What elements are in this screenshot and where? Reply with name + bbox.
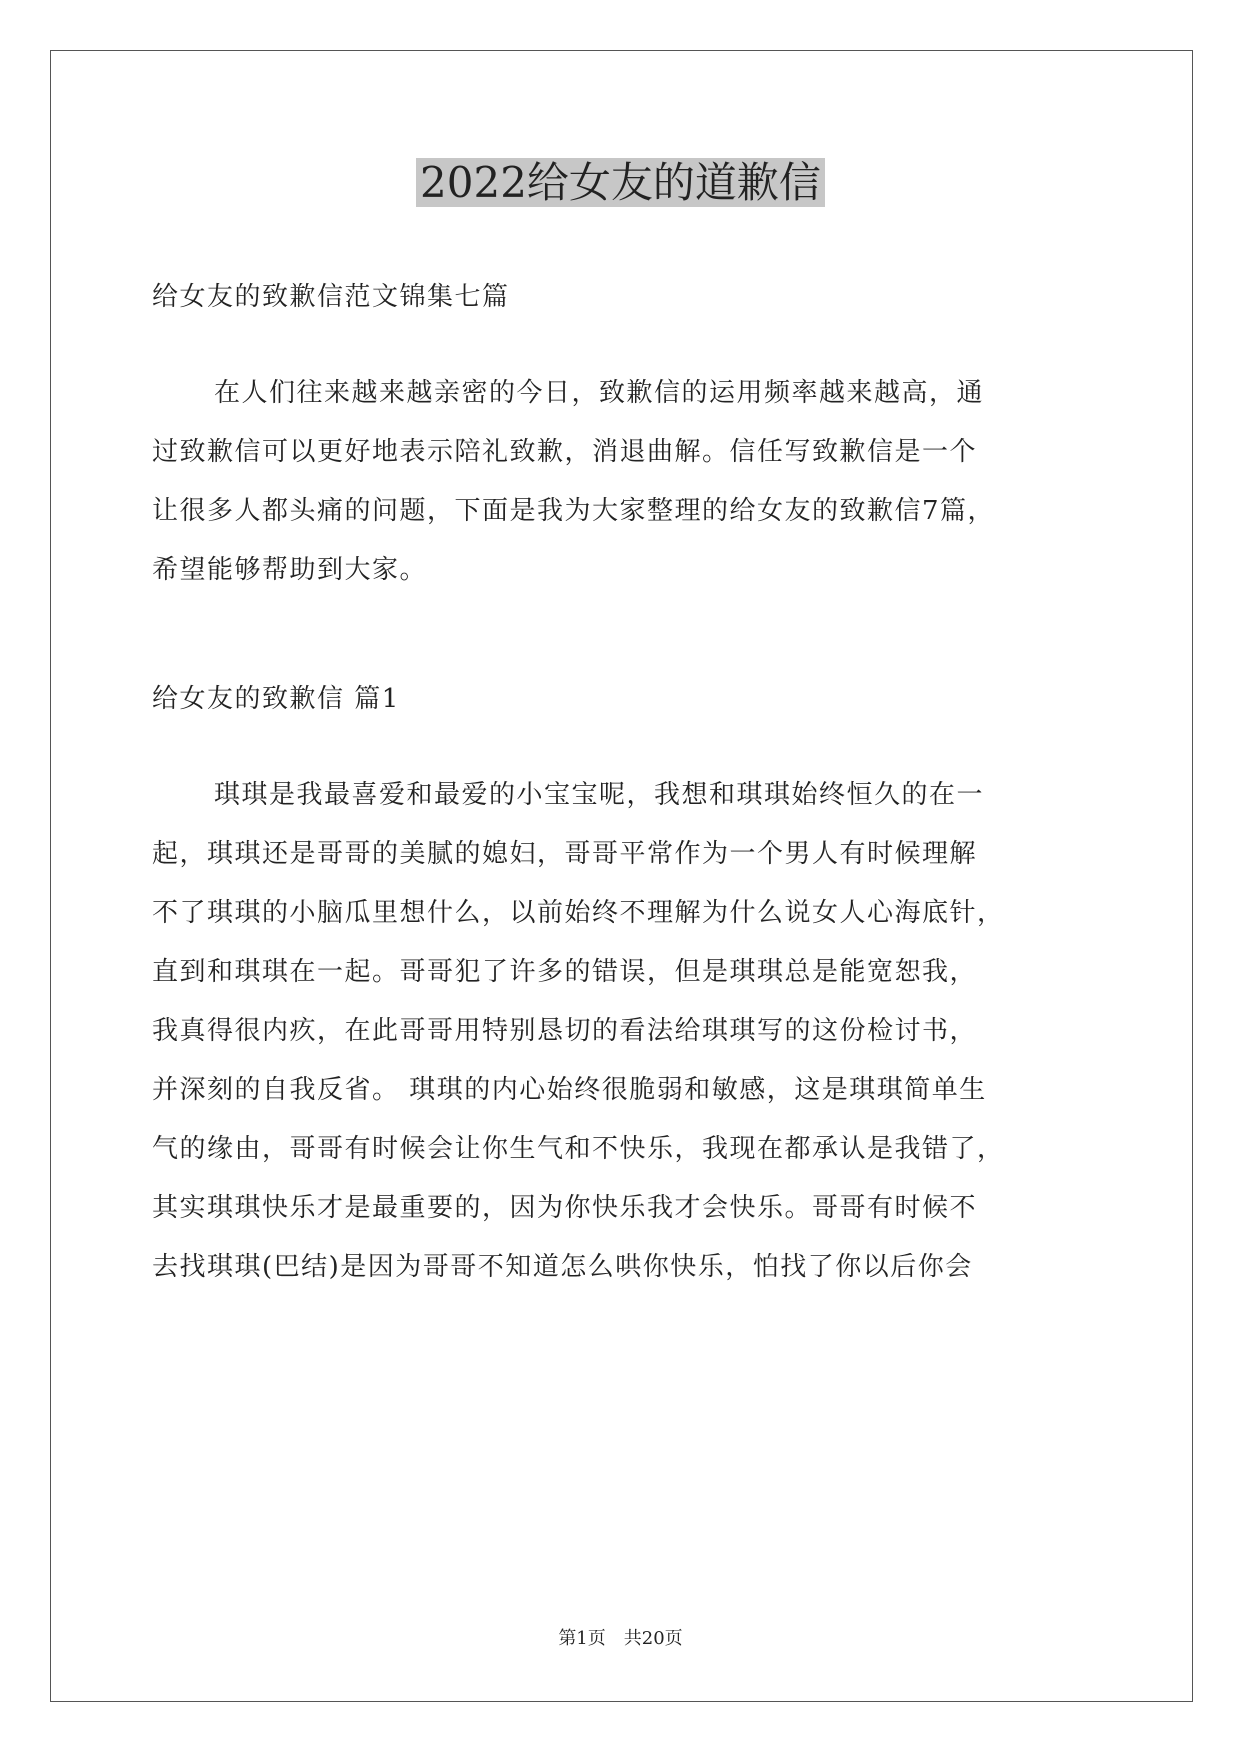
- body-paragraph: [152, 766, 1082, 1297]
- paragraph-line: 不了琪琪的小脑瓜里想什么，以前始终不理解为什么说女人心海底针，: [152, 898, 1005, 928]
- document-body: [152, 268, 1082, 1297]
- document-subtitle: 给女友的致歉信范文锦集七篇: [152, 282, 510, 312]
- spacer: [152, 600, 1082, 670]
- intro-paragraph: [152, 364, 1082, 600]
- page-footer: [0, 1624, 1241, 1650]
- document-title: [0, 157, 1241, 209]
- spacer: [152, 327, 1082, 364]
- paragraph-line: 气的缘由，哥哥有时候会让你生气和不快乐，我现在都承认是我错了，: [152, 1134, 1005, 1164]
- paragraph-line: 其实琪琪快乐才是最重要的，因为你快乐我才会快乐。哥哥有时候不: [152, 1193, 978, 1223]
- page-number: 第1页: [558, 1628, 606, 1649]
- paragraph-line: 琪琪是我最喜爱和最爱的小宝宝呢，我想和琪琪始终恒久的在一: [214, 780, 985, 810]
- paragraph-line: 我真得很内疚，在此哥哥用特别恳切的看法给琪琪写的这份检讨书，: [152, 1016, 978, 1046]
- paragraph-line: 希望能够帮助到大家。: [152, 555, 428, 585]
- paragraph-line: 让很多人都头痛的问题，下面是我为大家整理的给女友的致歉信7篇，: [152, 496, 996, 526]
- paragraph-line: 直到和琪琪在一起。哥哥犯了许多的错误，但是琪琪总是能宽恕我，: [152, 957, 978, 987]
- paragraph-line: 在人们往来越来越亲密的今日，致歉信的运用频率越来越高，通: [214, 378, 985, 408]
- section-heading: 给女友的致歉信 篇1: [152, 684, 400, 714]
- spacer: [152, 729, 1082, 766]
- paragraph-line: 并深刻的自我反省。 琪琪的内心始终很脆弱和敏感，这是琪琪简单生: [152, 1075, 987, 1105]
- paragraph-line: 去找琪琪(巴结)是因为哥哥不知道怎么哄你快乐，怕找了你以后你会: [152, 1252, 973, 1282]
- paragraph-line: 起，琪琪还是哥哥的美腻的媳妇，哥哥平常作为一个男人有时候理解: [152, 839, 978, 869]
- document-title-text: 2022给女友的道歉信: [416, 158, 825, 207]
- paragraph-line: 过致歉信可以更好地表示陪礼致歉，消退曲解。信任写致歉信是一个: [152, 437, 978, 467]
- page-total: 共20页: [623, 1628, 683, 1649]
